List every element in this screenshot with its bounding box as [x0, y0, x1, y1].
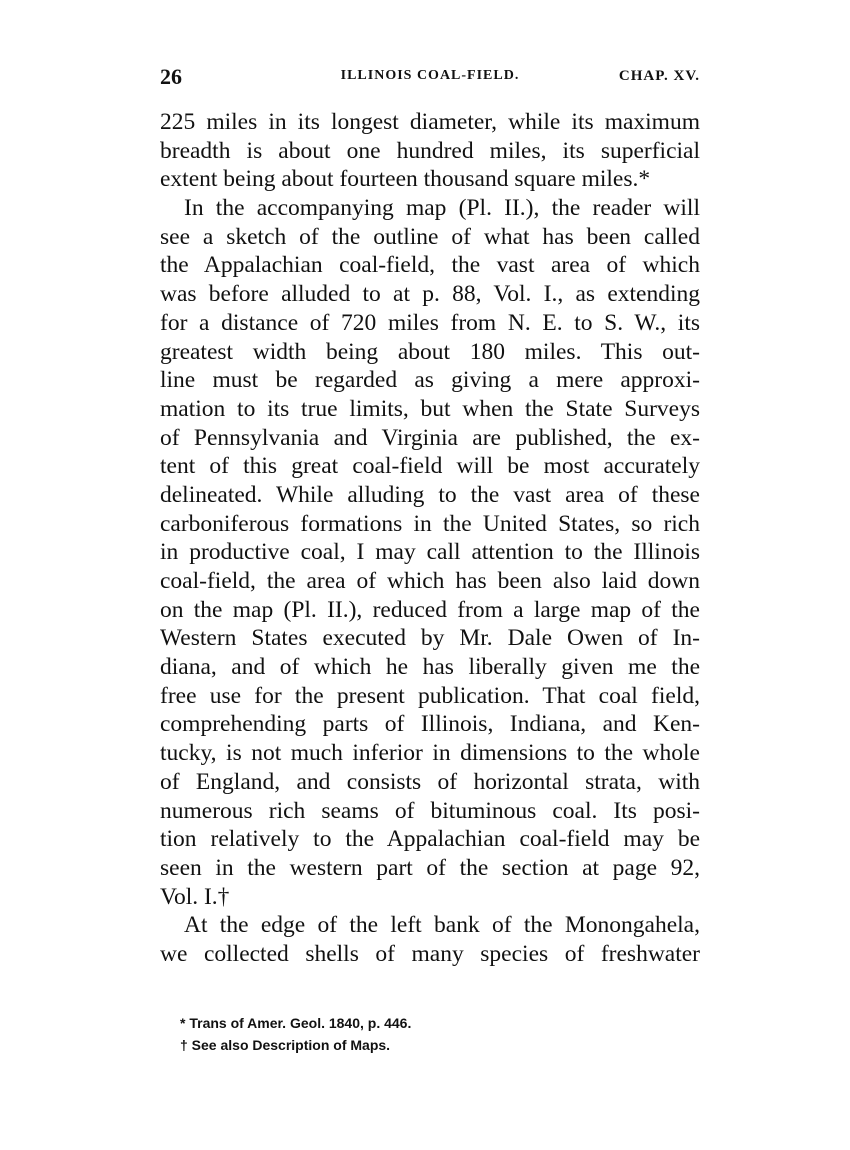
text-line: In the accompanying map (Pl. II.), the reader will — [184, 195, 700, 222]
footnote: * Trans of Amer. Geol. 1840, p. 446. — [180, 1015, 412, 1031]
text-line: the Appalachian coal-field, the vast area of which — [160, 252, 700, 279]
text-line: Western States executed by Mr. Dale Owen of In- — [160, 625, 700, 652]
text-line: extent being about fourteen thousand square miles.* — [160, 166, 651, 193]
text-line: tion relatively to the Appalachian coal-field may be — [160, 826, 700, 853]
text-line: tent of this great coal-field will be most accurately — [160, 453, 700, 480]
text-line: carboniferous formations in the United States, so rich — [160, 510, 700, 537]
text-line: At the edge of the left bank of the Monongahela, — [184, 912, 700, 939]
body-text — [160, 108, 700, 969]
footnote: † See also Description of Maps. — [180, 1037, 391, 1053]
text-line: in productive coal, I may call attention to the Illinois — [160, 539, 700, 566]
text-line: of England, and consists of horizontal strata, with — [160, 768, 700, 795]
page-number: 26 — [160, 64, 182, 89]
text-line: numerous rich seams of bituminous coal. Its posi- — [160, 797, 700, 824]
chapter-label: CHAP. XV. — [618, 68, 700, 84]
text-line: tucky, is not much inferior in dimensions to the whole — [160, 740, 700, 767]
text-line: free use for the present publication. That coal field, — [160, 682, 700, 709]
text-line: Vol. I.† — [160, 883, 230, 910]
text-line: comprehending parts of Illinois, Indiana, and Ken- — [160, 711, 700, 738]
text-line: coal-field, the area of which has been also laid down — [160, 568, 700, 594]
running-title: ILLINOIS COAL-FIELD. — [340, 68, 520, 83]
page-header — [160, 64, 700, 90]
text-line: delineated. While alluding to the vast area of these — [160, 481, 700, 508]
text-line: was before alluded to at p. 88, Vol. I., as extending — [160, 281, 700, 308]
footnotes — [180, 1012, 700, 1056]
text-line: line must be regarded as giving a mere approxi- — [160, 367, 700, 394]
text-line: diana, and of which he has liberally given me the — [160, 654, 700, 681]
text-line: greatest width being about 180 miles. This out- — [160, 338, 700, 365]
text-line: for a distance of 720 miles from N. E. to S. W., its — [160, 309, 700, 336]
text-line: mation to its true limits, but when the State Surveys — [160, 395, 700, 422]
text-line: of Pennsylvania and Virginia are published, the ex- — [160, 424, 700, 451]
text-line: see a sketch of the outline of what has been called — [160, 223, 700, 250]
text-line: breadth is about one hundred miles, its superficial — [160, 137, 700, 164]
text-line: 225 miles in its longest diameter, while its maximum — [160, 109, 700, 135]
text-line: seen in the western part of the section at page 92, — [160, 854, 700, 881]
text-line: on the map (Pl. II.), reduced from a large map of the — [160, 596, 700, 623]
text-line: we collected shells of many species of freshwater — [160, 940, 700, 967]
